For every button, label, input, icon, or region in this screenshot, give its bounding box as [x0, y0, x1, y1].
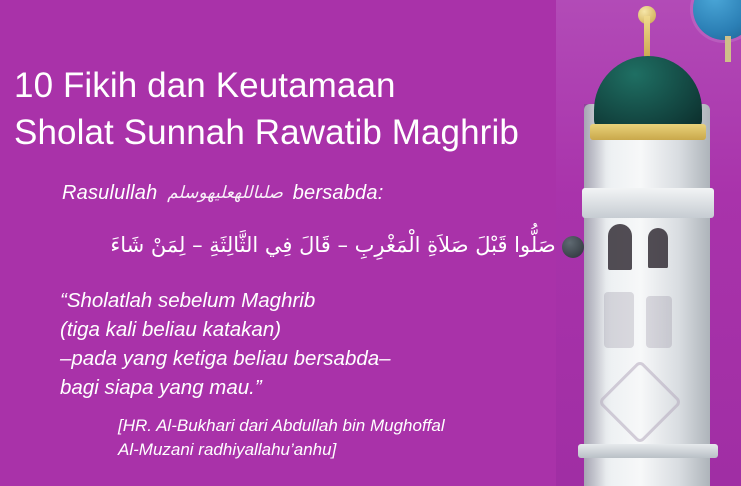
arabic-hadith-text: صَلُّوا قَبْلَ صَلاَةِ الْمَغْرِبِ – قَالَ فِي الثَّالِثَةِ – لِمَنْ شَاءَ [110, 233, 556, 257]
tower-base-band [578, 444, 718, 458]
translation-text [60, 286, 391, 402]
dome-stem [725, 36, 731, 62]
intro-before: Rasulullah [62, 182, 158, 204]
tower-shadow [584, 104, 606, 486]
intro-after: bersabda: [292, 182, 384, 204]
title-line-1: 10 Fikih dan Keutamaan [14, 66, 396, 106]
title-line-2: Sholat Sunnah Rawatib Maghrib [14, 112, 519, 152]
translation-line-2: (tiga kali beliau katakan) [60, 318, 282, 342]
source-line-1: [HR. Al-Bukhari dari Abdullah bin Mughoffal [118, 416, 445, 435]
page-title [14, 63, 654, 155]
source-line-2: Al-Muzani radhiyallahu’anhu] [118, 440, 337, 460]
translation-line-1: “Sholatlah sebelum Maghrib [60, 289, 316, 312]
arch-window [648, 228, 668, 268]
tower-panel [604, 292, 634, 348]
shalawat-glyph-icon: صلىاللهعليهوسلم [167, 183, 283, 202]
translation-line-4: bagi siapa yang mau.” [60, 376, 262, 400]
hadith-source [118, 414, 445, 462]
tower-panel [646, 296, 672, 348]
intro-line [62, 182, 383, 205]
translation-line-3: –pada yang ketiga beliau bersabda– [60, 347, 391, 371]
minaret-balcony [582, 188, 714, 218]
